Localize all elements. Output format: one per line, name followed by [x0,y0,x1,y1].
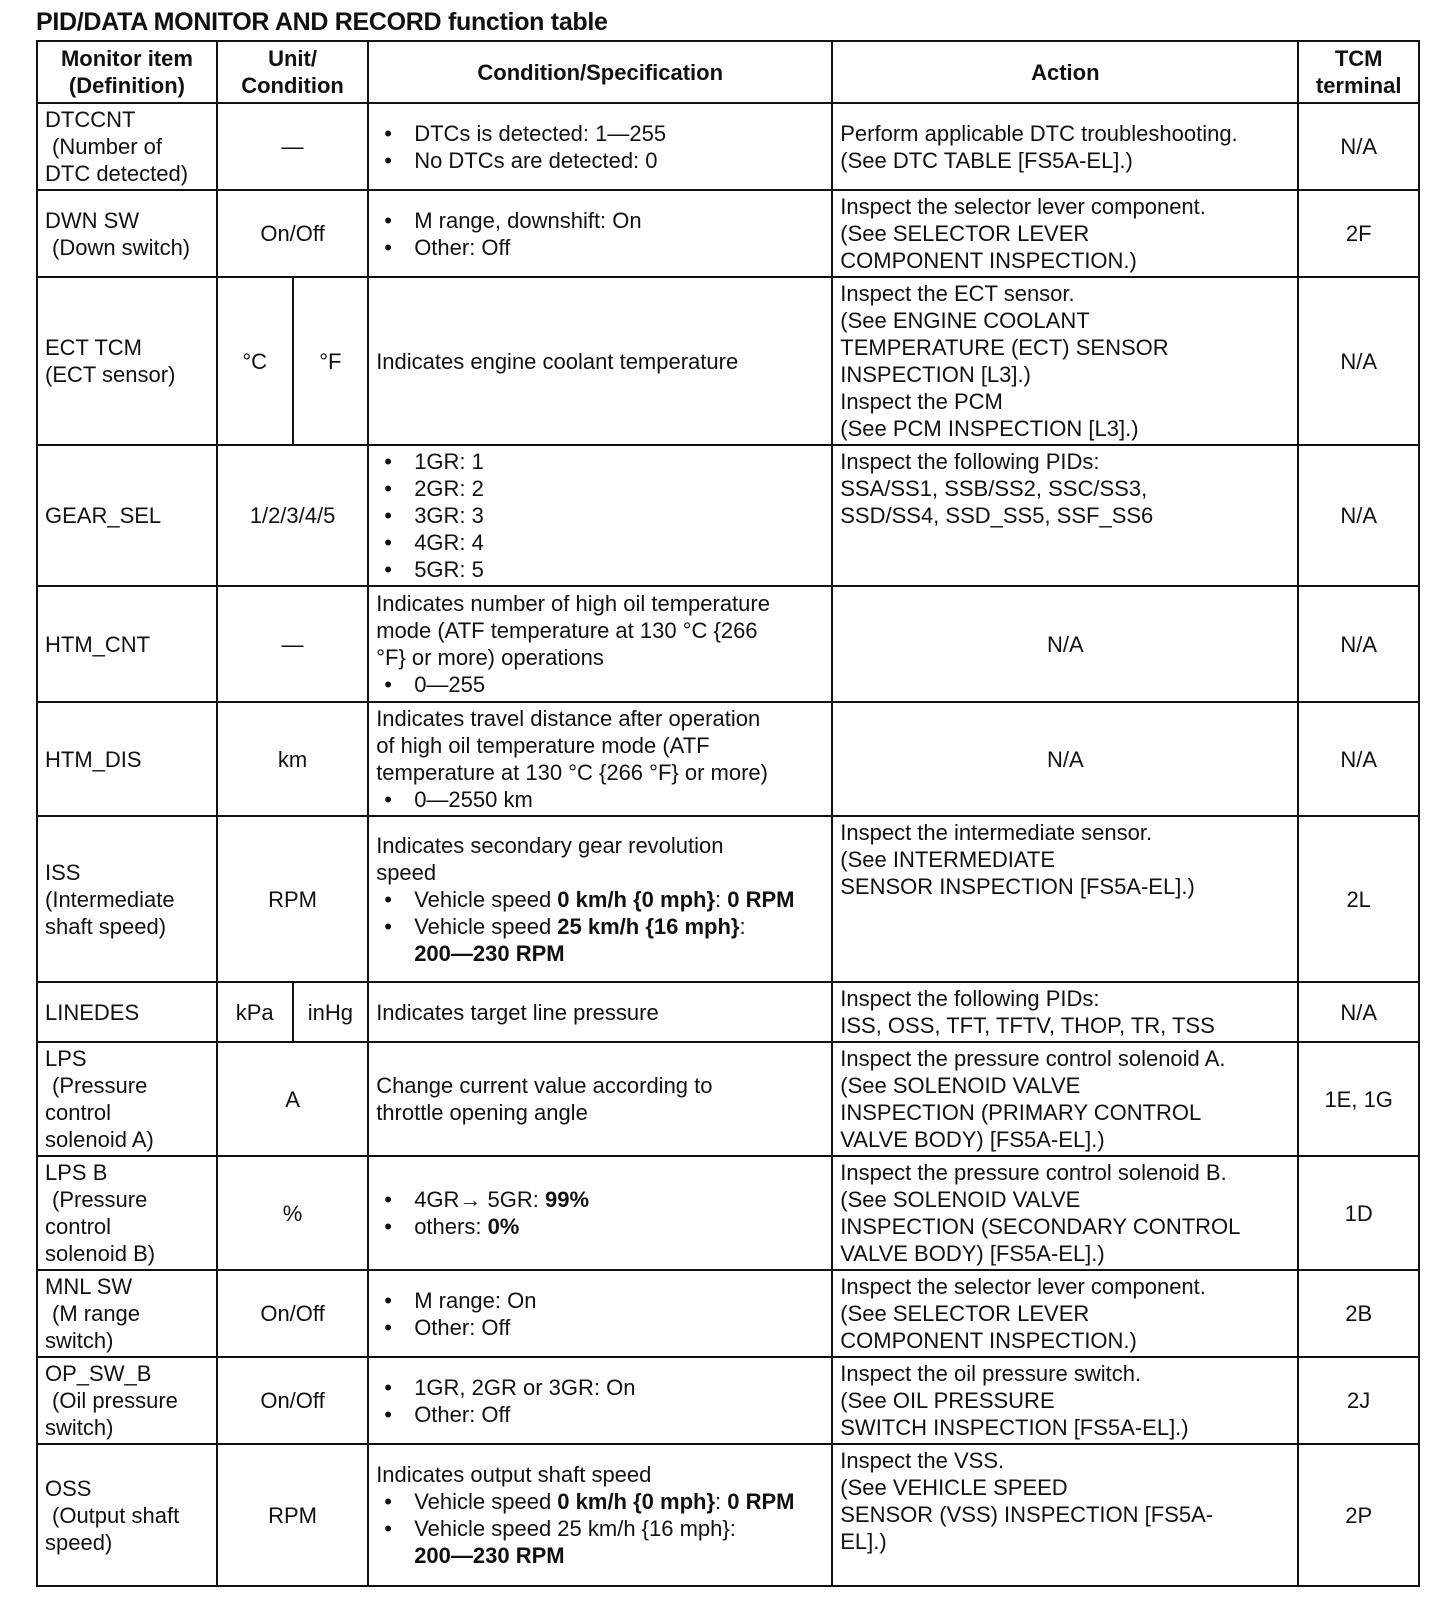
table-row [37,277,1419,445]
tcm-terminal: N/A [1298,103,1419,190]
spec: Indicates target line pressure [368,982,832,1042]
table-row [37,1042,1419,1156]
action: Inspect the pressure control solenoid B. (See SOLENOID VALVE INSPECTION (SECONDARY CONTROL VALVE BODY) [FS5A-EL].) [832,1156,1298,1270]
table-row [37,586,1419,702]
table-row [37,702,1419,816]
action: N/A [832,586,1298,702]
table-row [37,982,1419,1042]
header-tcm: TCM terminal [1298,41,1419,103]
page-title: PID/DATA MONITOR AND RECORD function table [36,8,608,36]
spec: • 1GR, 2GR or 3GR: On • Other: Off [368,1357,832,1444]
monitor-item: HTM_DIS [37,702,217,816]
tcm-terminal: N/A [1298,586,1419,702]
action: N/A [832,702,1298,816]
spec: Indicates number of high oil temperature mode (ATF temperature at 130 °C {266 °F} or more) operations • 0—255 [368,586,832,702]
unit: RPM [217,1444,368,1586]
action: Inspect the pressure control solenoid A. (See SOLENOID VALVE INSPECTION (PRIMARY CONTROL VALVE BODY) [FS5A-EL].) [832,1042,1298,1156]
monitor-item: DTCCNT (Number of DTC detected) [37,103,217,190]
tcm-terminal: N/A [1298,445,1419,586]
spec: Indicates engine coolant temperature [368,277,832,445]
action: Inspect the following PIDs: ISS, OSS, TFT, TFTV, THOP, TR, TSS [832,982,1298,1042]
tcm-terminal: N/A [1298,702,1419,816]
header-row [37,41,1419,103]
monitor-item: MNL SW (M range switch) [37,1270,217,1357]
unit: On/Off [217,1357,368,1444]
table-row [37,1156,1419,1270]
table-row [37,1444,1419,1586]
action: Inspect the intermediate sensor. (See INTERMEDIATE SENSOR INSPECTION [FS5A-EL].) [832,816,1298,982]
monitor-item: LPS B (Pressure control solenoid B) [37,1156,217,1270]
action: Inspect the VSS. (See VEHICLE SPEED SENSOR (VSS) INSPECTION [FS5A- EL].) [832,1444,1298,1586]
unit-imperial: °F [293,277,369,445]
table-row [37,445,1419,586]
unit: 1/2/3/4/5 [217,445,368,586]
unit: On/Off [217,190,368,277]
header-spec: Condition/Specification [368,41,832,103]
spec: Indicates secondary gear revolution speed • Vehicle speed 0 km/h {0 mph}: 0 RPM • Vehicle speed 25 km/h {16 mph}: 200—230 RPM [368,816,832,982]
unit: — [217,586,368,702]
tcm-terminal: 2B [1298,1270,1419,1357]
tcm-terminal: 2F [1298,190,1419,277]
monitor-item: HTM_CNT [37,586,217,702]
action: Inspect the following PIDs: SSA/SS1, SSB/SS2, SSC/SS3, SSD/SS4, SSD_SS5, SSF_SS6 [832,445,1298,586]
unit: A [217,1042,368,1156]
header-action: Action [832,41,1298,103]
unit: — [217,103,368,190]
spec: • M range: On • Other: Off [368,1270,832,1357]
spec: • 1GR: 1 • 2GR: 2 • 3GR: 3 • 4GR: 4 • 5GR: 5 [368,445,832,586]
action: Inspect the ECT sensor. (See ENGINE COOLANT TEMPERATURE (ECT) SENSOR INSPECTION [L3].) Inspect the PCM (See PCM INSPECTION [L3].) [832,277,1298,445]
monitor-item: LINEDES [37,982,217,1042]
tcm-terminal: 1E, 1G [1298,1042,1419,1156]
monitor-item: OSS (Output shaft speed) [37,1444,217,1586]
unit-imperial: inHg [293,982,369,1042]
action: Inspect the selector lever component. (See SELECTOR LEVER COMPONENT INSPECTION.) [832,190,1298,277]
spec: Change current value according to throttle opening angle [368,1042,832,1156]
monitor-item: LPS (Pressure control solenoid A) [37,1042,217,1156]
table-row [37,816,1419,982]
tcm-terminal: 2L [1298,816,1419,982]
unit: RPM [217,816,368,982]
tcm-terminal: 2P [1298,1444,1419,1586]
spec: • M range, downshift: On • Other: Off [368,190,832,277]
pid-function-table [36,40,1420,1587]
action: Perform applicable DTC troubleshooting. (See DTC TABLE [FS5A-EL].) [832,103,1298,190]
tcm-terminal: N/A [1298,982,1419,1042]
table-row [37,1270,1419,1357]
monitor-item: GEAR_SEL [37,445,217,586]
header-unit: Unit/ Condition [217,41,368,103]
action: Inspect the oil pressure switch. (See OIL PRESSURE SWITCH INSPECTION [FS5A-EL].) [832,1357,1298,1444]
monitor-item: ECT TCM (ECT sensor) [37,277,217,445]
monitor-item: OP_SW_B (Oil pressure switch) [37,1357,217,1444]
table-row [37,190,1419,277]
table-row [37,103,1419,190]
monitor-item: DWN SW (Down switch) [37,190,217,277]
table-row [37,1357,1419,1444]
header-monitor-item: Monitor item (Definition) [37,41,217,103]
unit: % [217,1156,368,1270]
spec: • 4GR→ 5GR: 99% • others: 0% [368,1156,832,1270]
spec: Indicates output shaft speed • Vehicle speed 0 km/h {0 mph}: 0 RPM • Vehicle speed 25 km/h {16 mph}: 200—230 RPM [368,1444,832,1586]
unit: On/Off [217,1270,368,1357]
unit-metric: kPa [217,982,293,1042]
tcm-terminal: 2J [1298,1357,1419,1444]
unit: km [217,702,368,816]
unit-metric: °C [217,277,293,445]
monitor-item: ISS (Intermediate shaft speed) [37,816,217,982]
tcm-terminal: 1D [1298,1156,1419,1270]
action: Inspect the selector lever component. (See SELECTOR LEVER COMPONENT INSPECTION.) [832,1270,1298,1357]
spec: Indicates travel distance after operation of high oil temperature mode (ATF temperature at 130 °C {266 °F} or more) • 0—2550 km [368,702,832,816]
spec: • DTCs is detected: 1—255 • No DTCs are detected: 0 [368,103,832,190]
tcm-terminal: N/A [1298,277,1419,445]
